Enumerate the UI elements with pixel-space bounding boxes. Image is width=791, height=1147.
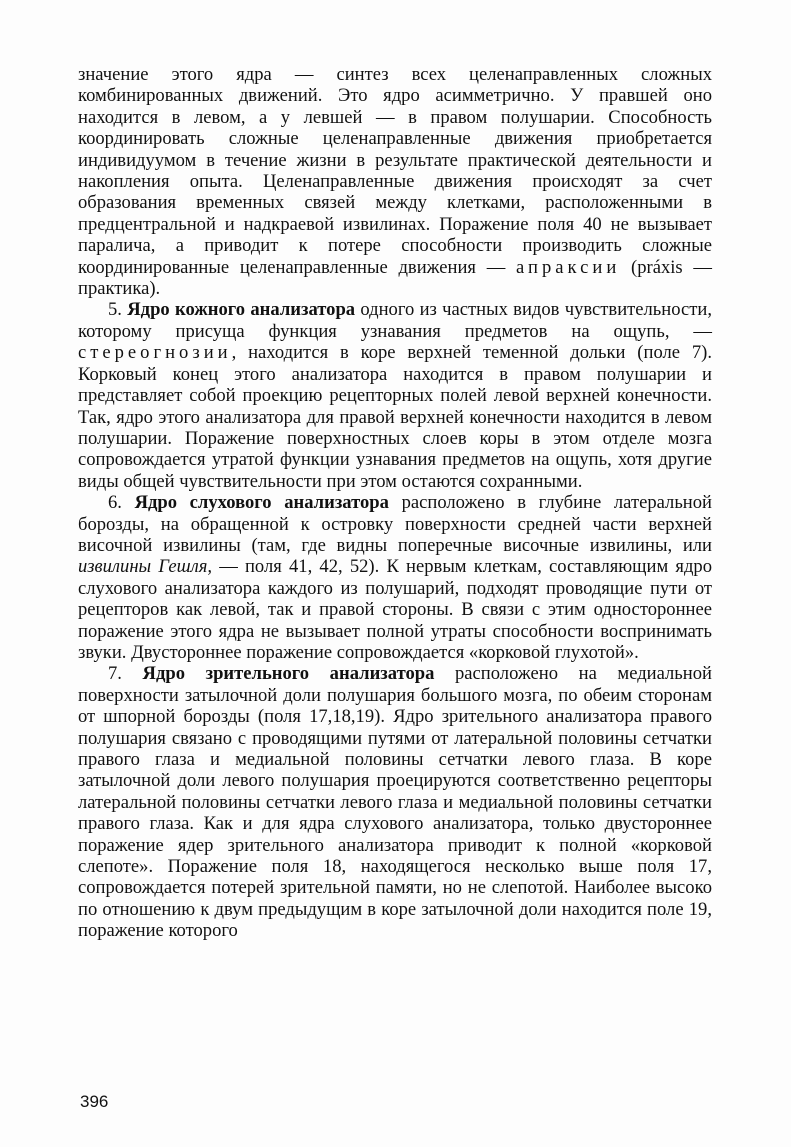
term-stereognosis: стереогнозии [78, 342, 232, 364]
paragraph-skin-analyzer [78, 299, 712, 492]
text-run: расположено на медиальной поверхности затылочной доли полушария большого мозга, по обеим сторонам от шпорной борозды (поля 17,18,19). Ядро зрительного анализатора правого полушария связано с проводящими путями от латеральной половины сетчатки правого глаза и медиальной половины сетчатки левого глаза. В коре затылочной доли левого полушария проецируются соответственно рецепторы латеральной половины сетчатки левого глаза и медиальной половины сетчатки правого глаза. Как и для ядра слухового анализатора, только двустороннее поражение ядер зрительного анализатора приводит к полной «корковой слепоте». Поражение поля 18, находящегося несколько выше поля 17, сопровождается потерей зрительной памяти, но не слепотой. Наиболее высоко по отношению к двум предыдущим в коре затылочной доли находится поле 19, поражение которого [78, 663, 712, 942]
term-apraxia: апраксии [516, 256, 621, 278]
text-run: 5. [108, 299, 128, 321]
heading-auditory-analyzer: Ядро слухового анализатора [134, 492, 389, 514]
text-run: (práxis — практика). [78, 256, 712, 300]
text-run: — поля 41, 42, 52). К нервым клеткам, составляющим ядро слухового анализатора каждого из полушарий, подходят проводящие пути от рецепторов как левой, так и правой стороны. В связи с этим одностороннее поражение этого ядра не вызывает полной утраты способности воспринимать звуки. Двустороннее поражение сопровождается «корковой глухотой». [78, 556, 712, 663]
text-run: значение этого ядра — синтез всех целенаправленных сложных комбинированных движений. Это ядро асимметрично. У правшей оно находится в левом, а у левшей — в правом полушарии. Способность координировать сложные целенаправленные движения приобретается индивидуумом в течение жизни в результате практической деятельности и накопления опыта. Целенаправленные движения происходят за счет образования временных связей между клетками, расположенными в предцентральной и надкраевой извилинах. Поражение поля 40 не вызывает паралича, а приводит к потере способности производить сложные координированные целенаправленные движения — [78, 64, 712, 278]
paragraph-apraxia [78, 64, 712, 299]
text-run: одного из частных видов чувствительности, которому присуща функция узнавания предметов на ощупь, — [78, 299, 712, 342]
text-run: расположено в глубине латеральной борозды, на обращенной к островку поверхности средней части верхней височной извилины (там, где видны поперечные височные извилины, или [78, 492, 712, 556]
paragraph-visual-analyzer [78, 663, 712, 941]
text-run: 6. [108, 492, 135, 514]
heading-visual-analyzer: Ядро зрительного анализатора [142, 663, 435, 685]
heading-skin-analyzer: Ядро кожного анализатора [127, 299, 356, 321]
body-text [78, 64, 712, 942]
page-number: 396 [80, 1092, 109, 1111]
paragraph-auditory-analyzer [78, 492, 712, 663]
text-run: 7. [108, 663, 143, 685]
text-run: , находится в коре верхней теменной дольки (поле 7). Корковый конец этого анализатора находится в правом полушарии и представляет собой проекцию рецепторных полей левой верхней конечности. Так, ядро этого анализатора для правой верхней конечности находится в левом полушарии. Поражение поверхностных слоев коры в этом отделе мозга сопровождается утратой функции узнавания предметов на ощупь, хотя другие виды общей чувствительности при этом остаются сохранными. [78, 342, 712, 492]
term-heschl-gyri: извилины Гешля, [78, 556, 213, 578]
